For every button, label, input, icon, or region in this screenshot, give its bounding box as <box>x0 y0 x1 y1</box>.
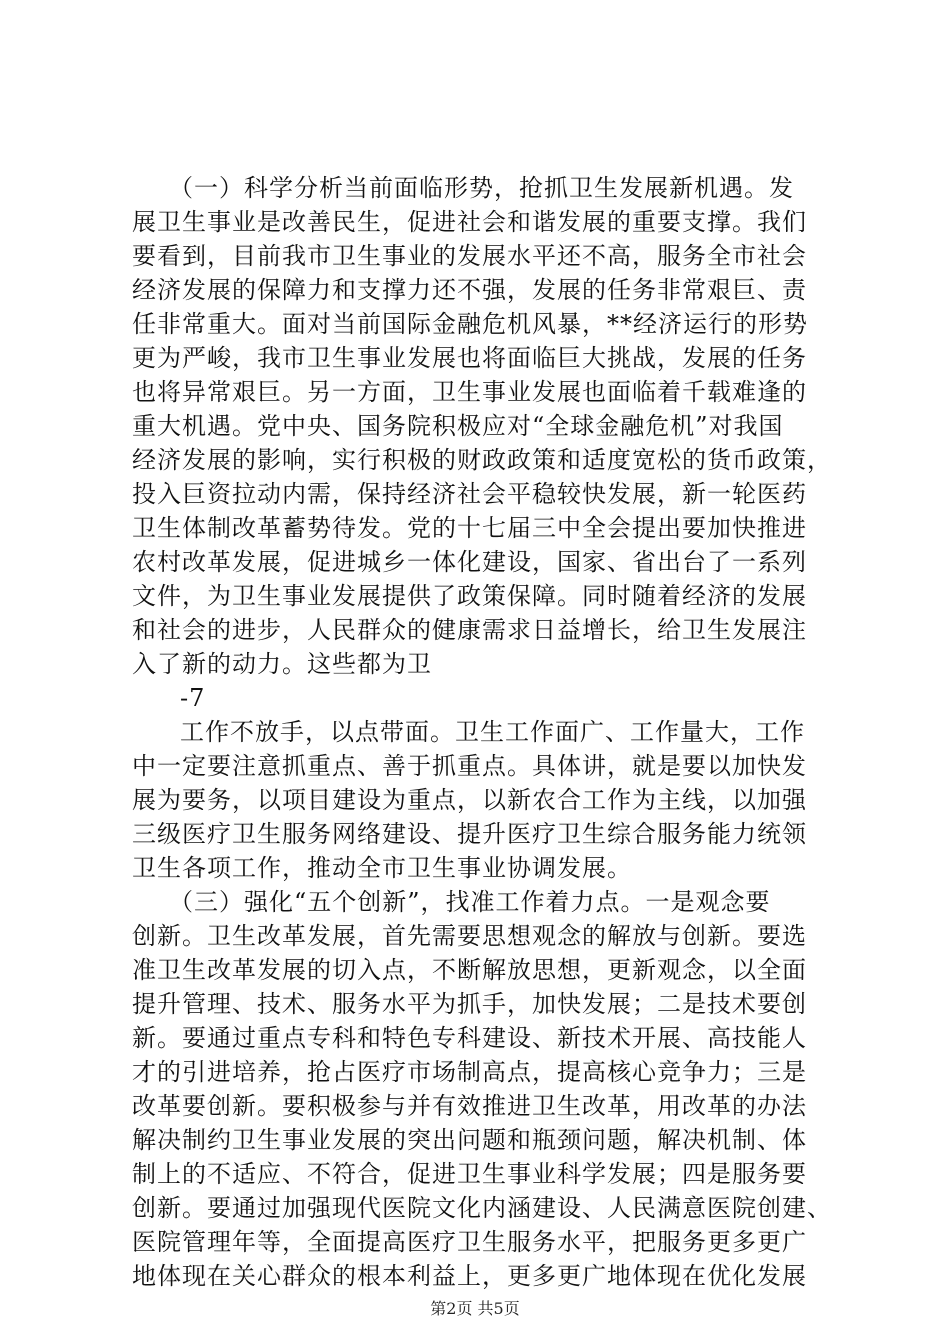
text-line: 任非常重大。面对当前国际金融危机风暴，**经济运行的形势 <box>132 310 808 338</box>
text-line: 卫生体制改革蓄势待发。党的十七届三中全会提出要加快推进 <box>132 514 807 542</box>
text-line: 文件，为卫生事业发展提供了政策保障。同时随着经济的发展 <box>132 582 807 610</box>
text-line: 医院管理年等，全面提高医疗卫生服务水平，把服务更多更广 <box>132 1228 807 1256</box>
text-line: 卫生各项工作，推动全市卫生事业协调发展。 <box>132 854 632 882</box>
text-line: 地体现在关心群众的根本利益上，更多更广地体现在优化发展 <box>132 1262 807 1290</box>
text-line: 提升管理、技术、服务水平为抓手，加快发展；二是技术要创 <box>132 990 807 1018</box>
text-line: 中一定要注意抓重点、善于抓重点。具体讲，就是要以加快发 <box>132 752 807 780</box>
text-line: 入了新的动力。这些都为卫 <box>132 650 432 678</box>
text-line: 解决制约卫生事业发展的突出问题和瓶颈问题，解决机制、体 <box>132 1126 807 1154</box>
text-line: 更为严峻，我市卫生事业发展也将面临巨大挑战，发展的任务 <box>132 344 807 372</box>
text-line: （三）强化“五个创新”，找准工作着力点。一是观念要 <box>156 888 771 916</box>
text-line: 创新。卫生改革发展，首先需要思想观念的解放与创新。要选 <box>132 922 807 950</box>
text-line: 制上的不适应、不符合，促进卫生事业科学发展；四是服务要 <box>132 1160 807 1188</box>
text-line: 才的引进培养，抢占医疗市场制高点，提高核心竞争力；三是 <box>132 1058 807 1086</box>
text-line: 新。要通过重点专科和特色专科建设、新技术开展、高技能人 <box>132 1024 807 1052</box>
text-line: 和社会的进步，人民群众的健康需求日益增长，给卫生发展注 <box>132 616 807 644</box>
text-line: 准卫生改革发展的切入点，不断解放思想，更新观念，以全面 <box>132 956 807 984</box>
text-line: 创新。要通过加强现代医院文化内涵建设、人民满意医院创建、 <box>132 1194 832 1222</box>
text-line: 改革要创新。要积极参与并有效推进卫生改革，用改革的办法 <box>132 1092 807 1120</box>
page-marker: -7 <box>180 684 206 712</box>
text-line: 工作不放手，以点带面。卫生工作面广、工作量大，工作 <box>180 718 805 746</box>
text-line: 经济发展的保障力和支撑力还不强，发展的任务非常艰巨、责 <box>132 276 807 304</box>
text-line: 重大机遇。党中央、国务院积极应对“全球金融危机”对我国 <box>132 412 784 440</box>
text-line: （一）科学分析当前面临形势，抢抓卫生发展新机遇。发 <box>156 174 794 202</box>
page-footer: 第2页 共5页 <box>430 1299 520 1318</box>
text-line: 也将异常艰巨。另一方面，卫生事业发展也面临着千载难逢的 <box>132 378 807 406</box>
text-line: 三级医疗卫生服务网络建设、提升医疗卫生综合服务能力统领 <box>132 820 807 848</box>
text-line: 投入巨资拉动内需，保持经济社会平稳较快发展，新一轮医药 <box>132 480 807 508</box>
text-line: 要看到，目前我市卫生事业的发展水平还不高，服务全市社会 <box>132 242 807 270</box>
text-line: 展为要务，以项目建设为重点，以新农合工作为主线，以加强 <box>132 786 807 814</box>
text-line: 展卫生事业是改善民生，促进社会和谐发展的重要支撑。我们 <box>132 208 807 236</box>
text-line: 经济发展的影响，实行积极的财政政策和适度宽松的货币政策， <box>132 446 832 474</box>
text-line: 农村改革发展，促进城乡一体化建设，国家、省出台了一系列 <box>132 548 807 576</box>
